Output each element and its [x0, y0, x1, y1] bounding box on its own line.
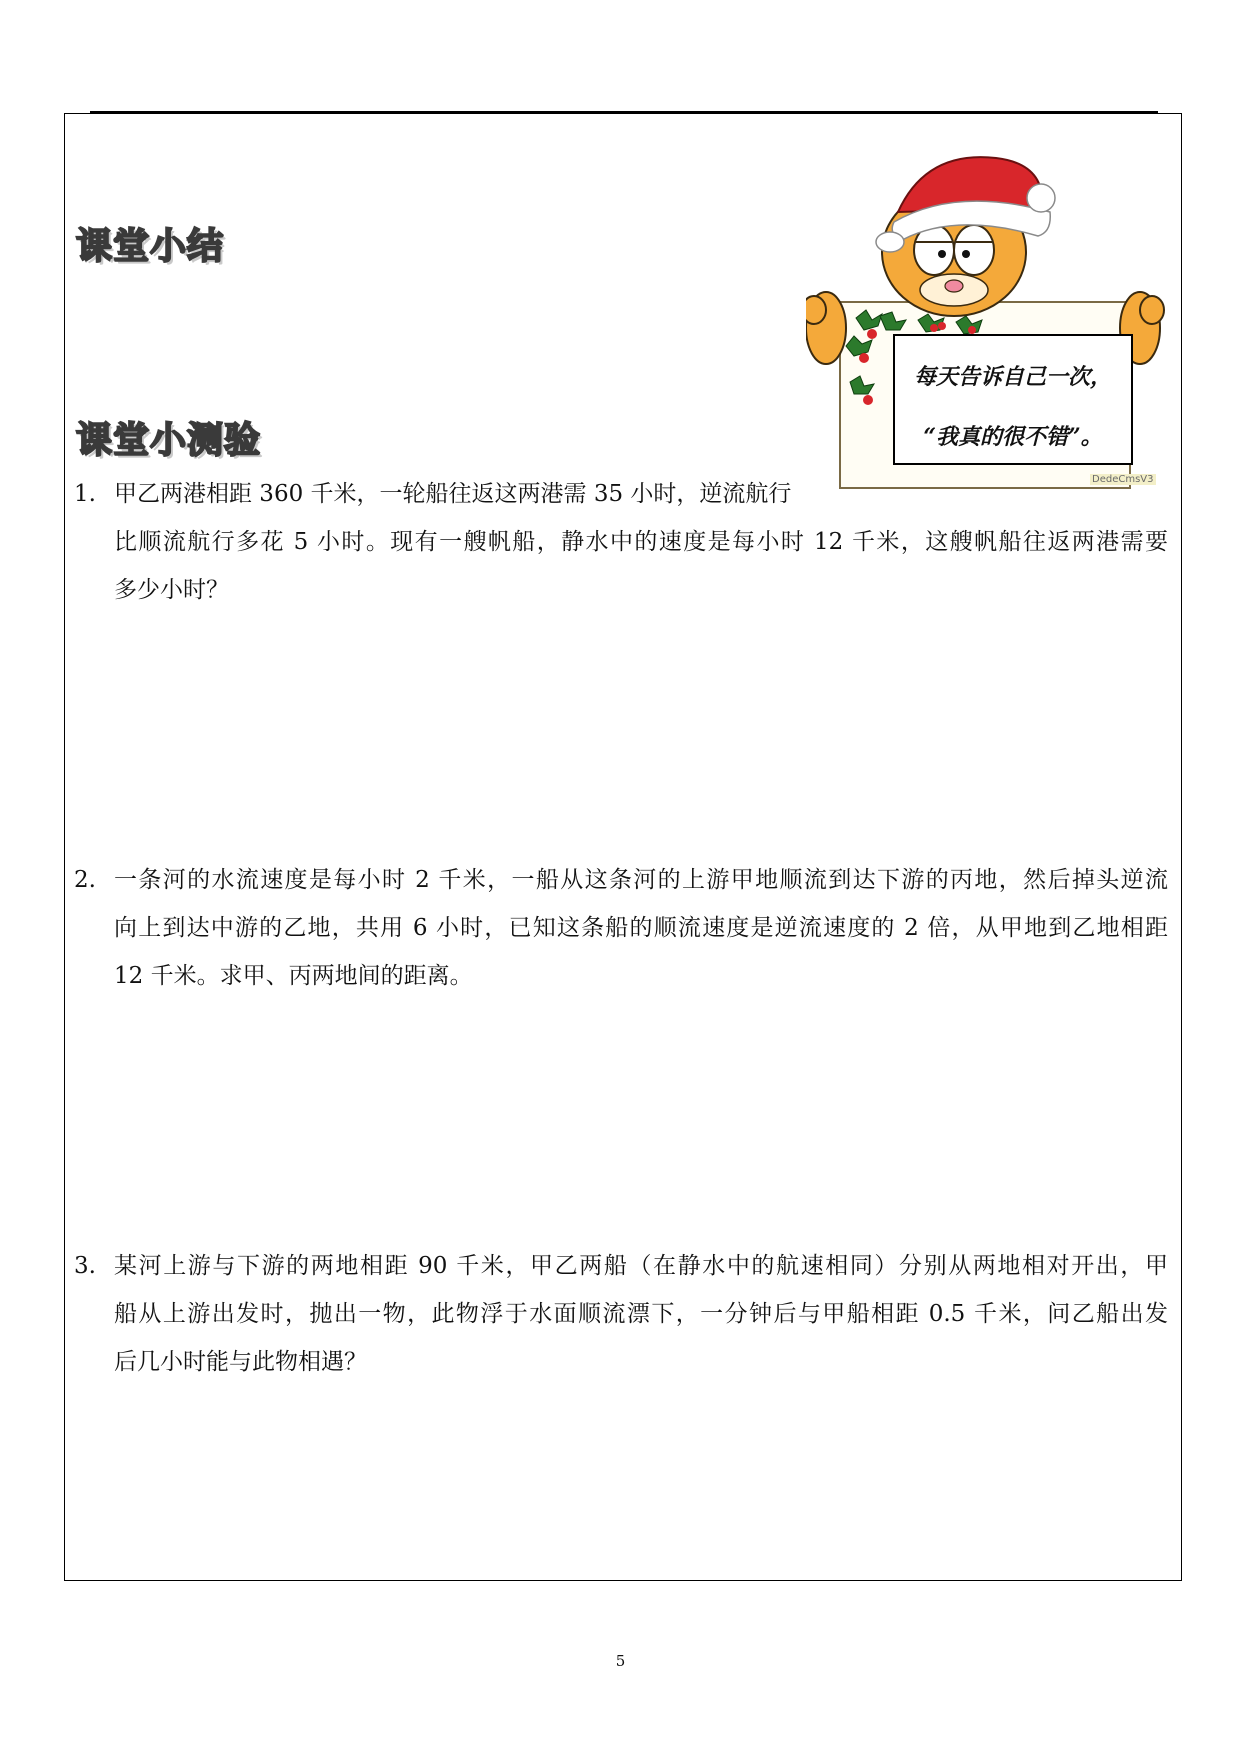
question-number: 1.	[74, 481, 96, 507]
section-heading-summary: 课堂小结	[76, 226, 225, 267]
note-line-1: 每天告诉自己一次，	[913, 364, 1112, 390]
question-line: 多少小时？	[114, 577, 229, 603]
question-number: 3.	[74, 1253, 96, 1279]
page-number: 5	[615, 1652, 626, 1670]
question-line: 船从上游出发时，抛出一物，此物浮于水面顺流漂下，一分钟后与甲船相距 0.5 千米，问乙船出发	[114, 1301, 1168, 1327]
question-line: 某河上游与下游的两地相距 90 千米，甲乙两船（在静水中的航速相同）分别从两地相对开出，甲	[114, 1253, 1168, 1279]
note-line-2: “我真的很不错”。	[923, 424, 1103, 450]
watermark-label: DedeCmsV3	[1092, 474, 1154, 485]
question-line: 向上到达中游的乙地，共用 6 小时，已知这条船的顺流速度是逆流速度的 2 倍，从甲地到乙地相距	[114, 915, 1168, 941]
question-line: 12 千米。求甲、丙两地间的距离。	[114, 963, 473, 989]
encouragement-note	[893, 334, 1133, 465]
question-line: 后几小时能与此物相遇？	[114, 1349, 367, 1375]
question-number: 2.	[74, 867, 96, 893]
question-line: 比顺流航行多花 5 小时。现有一艘帆船，静水中的速度是每小时 12 千米，这艘帆船往返两港需要	[114, 529, 1168, 555]
question-line: 一条河的水流速度是每小时 2 千米，一船从这条河的上游甲地顺流到达下游的丙地，然后掉头逆流	[114, 867, 1168, 893]
question-line: 甲乙两港相距 360 千米，一轮船往返这两港需 35 小时，逆流航行	[114, 481, 792, 507]
section-heading-quiz: 课堂小测验	[76, 420, 262, 461]
